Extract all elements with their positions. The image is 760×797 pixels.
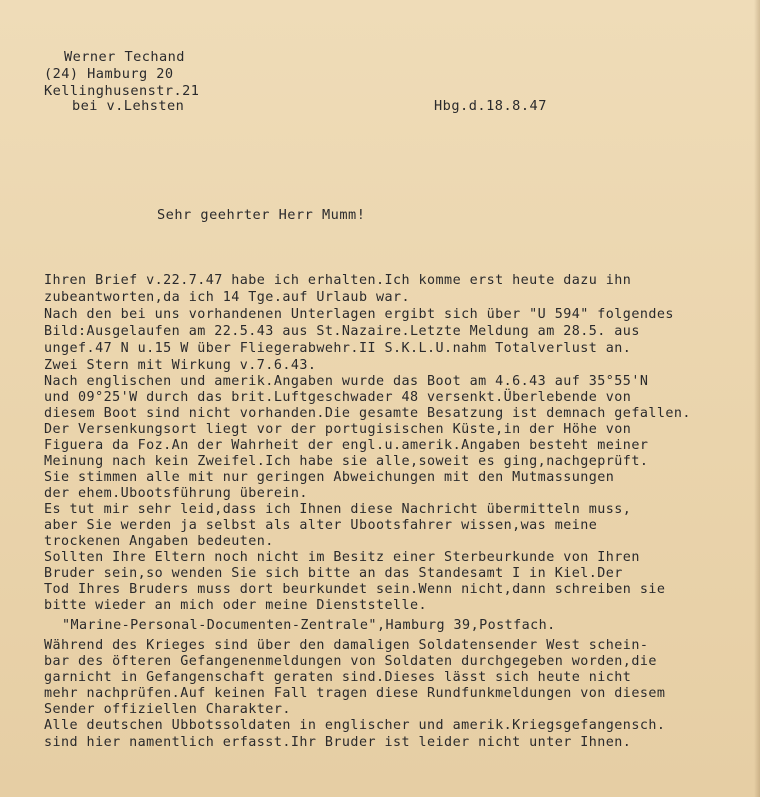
body-line: bar des öfteren Gefangenenmeldungen von Soldaten durchgegeben worden,die xyxy=(44,654,657,669)
sender-name: Werner Techand xyxy=(64,49,185,65)
body-line: Bild:Ausgelaufen am 22.5.43 aus St.Nazaire.Letzte Meldung am 28.5. aus xyxy=(44,324,640,339)
body-line: aber Sie werden ja selbst als alter Ubootsfahrer wissen,was meine xyxy=(44,518,598,533)
paper-edge xyxy=(754,0,760,797)
sender-care-of: bei v.Lehsten xyxy=(72,98,185,114)
body-line: Sie stimmen alle mit nur geringen Abweichungen mit den Mutmassungen xyxy=(44,470,615,485)
body-line: Zwei Stern mit Wirkung v.7.6.43. xyxy=(44,358,317,373)
letter-date: Hbg.d.18.8.47 xyxy=(434,98,547,114)
sender-city: (24) Hamburg 20 xyxy=(44,66,174,82)
body-line: Sollten Ihre Eltern noch nicht im Besitz einer Sterbeurkunde von Ihren xyxy=(44,550,640,565)
body-line: und 09°25'W durch das brit.Luftgeschwader 48 versenkt.Überlebende von xyxy=(44,390,632,405)
body-line: bitte wieder an mich oder meine Dienststelle. xyxy=(44,598,428,613)
body-line: Nach den bei uns vorhandenen Unterlagen ergibt sich über "U 594" folgendes xyxy=(44,307,674,322)
body-line: mehr nachprüfen.Auf keinen Fall tragen diese Rundfunkmeldungen von diesem xyxy=(44,686,666,701)
body-line: trockenen Angaben bedeuten. xyxy=(44,534,274,549)
body-line: Es tut mir sehr leid,dass ich Ihnen diese Nachricht übermitteln muss, xyxy=(44,502,632,517)
body-line: ungef.47 N u.15 W über Fliegerabwehr.II S.K.L.U.nahm Totalverlust an. xyxy=(44,341,632,356)
body-line: Sender offiziellen Charakter. xyxy=(44,702,291,717)
body-line: Meinung nach kein Zweifel.Ich habe sie alle,soweit es ging,nachgeprüft. xyxy=(44,454,649,469)
sender-street: Kellinghusenstr.21 xyxy=(44,83,200,99)
body-line: Ihren Brief v.22.7.47 habe ich erhalten.Ich komme erst heute dazu ihn xyxy=(44,273,632,288)
body-line: Nach englischen und amerik.Angaben wurde das Boot am 4.6.43 auf 35°55'N xyxy=(44,374,649,389)
body-line: Während des Krieges sind über den damaligen Soldatensender West schein- xyxy=(44,638,649,653)
body-line: zubeantworten,da ich 14 Tge.auf Urlaub war. xyxy=(44,290,411,305)
body-line: garnicht in Gefangenschaft geraten sind.Dieses lässt sich heute nicht xyxy=(44,670,632,685)
body-line: Figuera da Foz.An der Wahrheit der engl.u.amerik.Angaben besteht meiner xyxy=(44,438,649,453)
body-line: diesem Boot sind nicht vorhanden.Die gesamte Besatzung ist demnach gefallen. xyxy=(44,406,691,421)
body-line: Der Versenkungsort liegt vor der portugisischen Küste,in der Höhe von xyxy=(44,422,632,437)
office-address: "Marine-Personal-Documenten-Zentrale",Hamburg 39,Postfach. xyxy=(62,618,556,633)
body-line: Tod Ihres Bruders muss dort beurkundet sein.Wenn nicht,dann schreiben sie xyxy=(44,582,666,597)
body-line: Alle deutschen Ubbotssoldaten in englischer und amerik.Kriegsgefangensch. xyxy=(44,718,666,733)
salutation: Sehr geehrter Herr Mumm! xyxy=(157,207,366,223)
body-line: Bruder sein,so wenden Sie sich bitte an das Standesamt I in Kiel.Der xyxy=(44,566,623,581)
body-line: der ehem.Ubootsführung überein. xyxy=(44,486,308,501)
body-line: sind hier namentlich erfasst.Ihr Bruder ist leider nicht unter Ihnen. xyxy=(44,735,632,750)
